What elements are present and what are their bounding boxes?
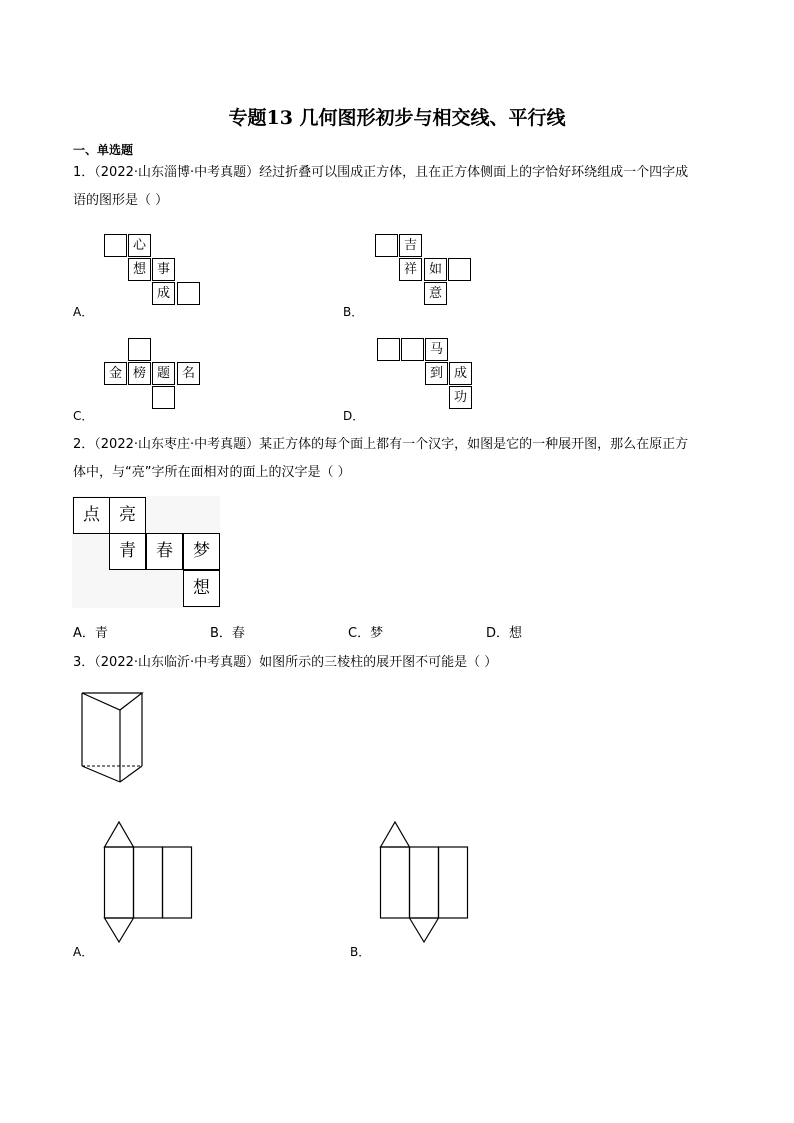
net-cell: 事 [152, 258, 175, 281]
net-cell: 金 [104, 362, 127, 385]
q2-choice-a[interactable]: A．青 [73, 626, 108, 641]
q1-option-a-label[interactable]: A． [73, 305, 94, 319]
net-cell: 吉 [399, 234, 422, 257]
net-cell: 祥 [399, 258, 422, 281]
net-cell: 成 [152, 282, 175, 305]
net-cell [401, 338, 424, 361]
q2-choice-b[interactable]: B．春 [210, 626, 245, 641]
net-cell: 题 [152, 362, 175, 385]
net-cell: 到 [425, 362, 448, 385]
net-cell: 功 [449, 386, 472, 409]
net-cell [377, 338, 400, 361]
q3-net-b [378, 820, 470, 944]
net-cell [448, 258, 471, 281]
q1-option-d-label[interactable]: D． [343, 409, 365, 423]
q2-text-line2: 体中，与“亮”字所在面相对的面上的汉字是（ ） [73, 465, 351, 480]
net-cell: 想 [183, 570, 220, 607]
net-cell: 心 [128, 234, 151, 257]
q2-choice-c[interactable]: C．梦 [348, 626, 384, 641]
net-cell [152, 386, 175, 409]
q1-text-line2: 语的图形是（ ） [73, 193, 169, 208]
triangular-prism-figure [76, 688, 150, 788]
net-cell: 梦 [183, 533, 220, 570]
net-cell: 意 [424, 282, 447, 305]
net-cell: 马 [425, 338, 448, 361]
net-cell: 想 [128, 258, 151, 281]
net-cell: 亮 [109, 497, 146, 534]
q1-text-line1: 1．（2022·山东淄博·中考真题）经过折叠可以围成正方体，且在正方体侧面上的字恰好环绕组成一个四字成 [73, 165, 689, 180]
net-cell [375, 234, 398, 257]
net-cell: 成 [449, 362, 472, 385]
net-cell: 春 [146, 533, 183, 570]
q1-option-c-label[interactable]: C． [73, 409, 94, 423]
net-cell: 青 [109, 533, 146, 570]
q2-text-line1: 2．（2022·山东枣庄·中考真题）某正方体的每个面上都有一个汉字，如图是它的一种展开图，那么在原正方 [73, 437, 689, 452]
net-cell [128, 338, 151, 361]
q3-option-a-label[interactable]: A． [73, 945, 94, 959]
net-cell: 名 [177, 362, 200, 385]
q1-option-b-label[interactable]: B． [343, 305, 364, 319]
section-heading: 一、单选题 [73, 143, 134, 157]
page-title: 专题13 几何图形初步与相交线、平行线 [228, 107, 566, 129]
net-cell [104, 234, 127, 257]
q3-net-a [102, 820, 194, 944]
net-cell: 点 [73, 497, 110, 534]
net-cell [177, 282, 200, 305]
q3-option-b-label[interactable]: B． [350, 945, 371, 959]
q2-choice-d[interactable]: D．想 [486, 626, 523, 641]
net-cell: 榜 [128, 362, 151, 385]
q3-text-line1: 3．（2022·山东临沂·中考真题）如图所示的三棱柱的展开图不可能是（ ） [73, 655, 498, 670]
net-cell: 如 [424, 258, 447, 281]
